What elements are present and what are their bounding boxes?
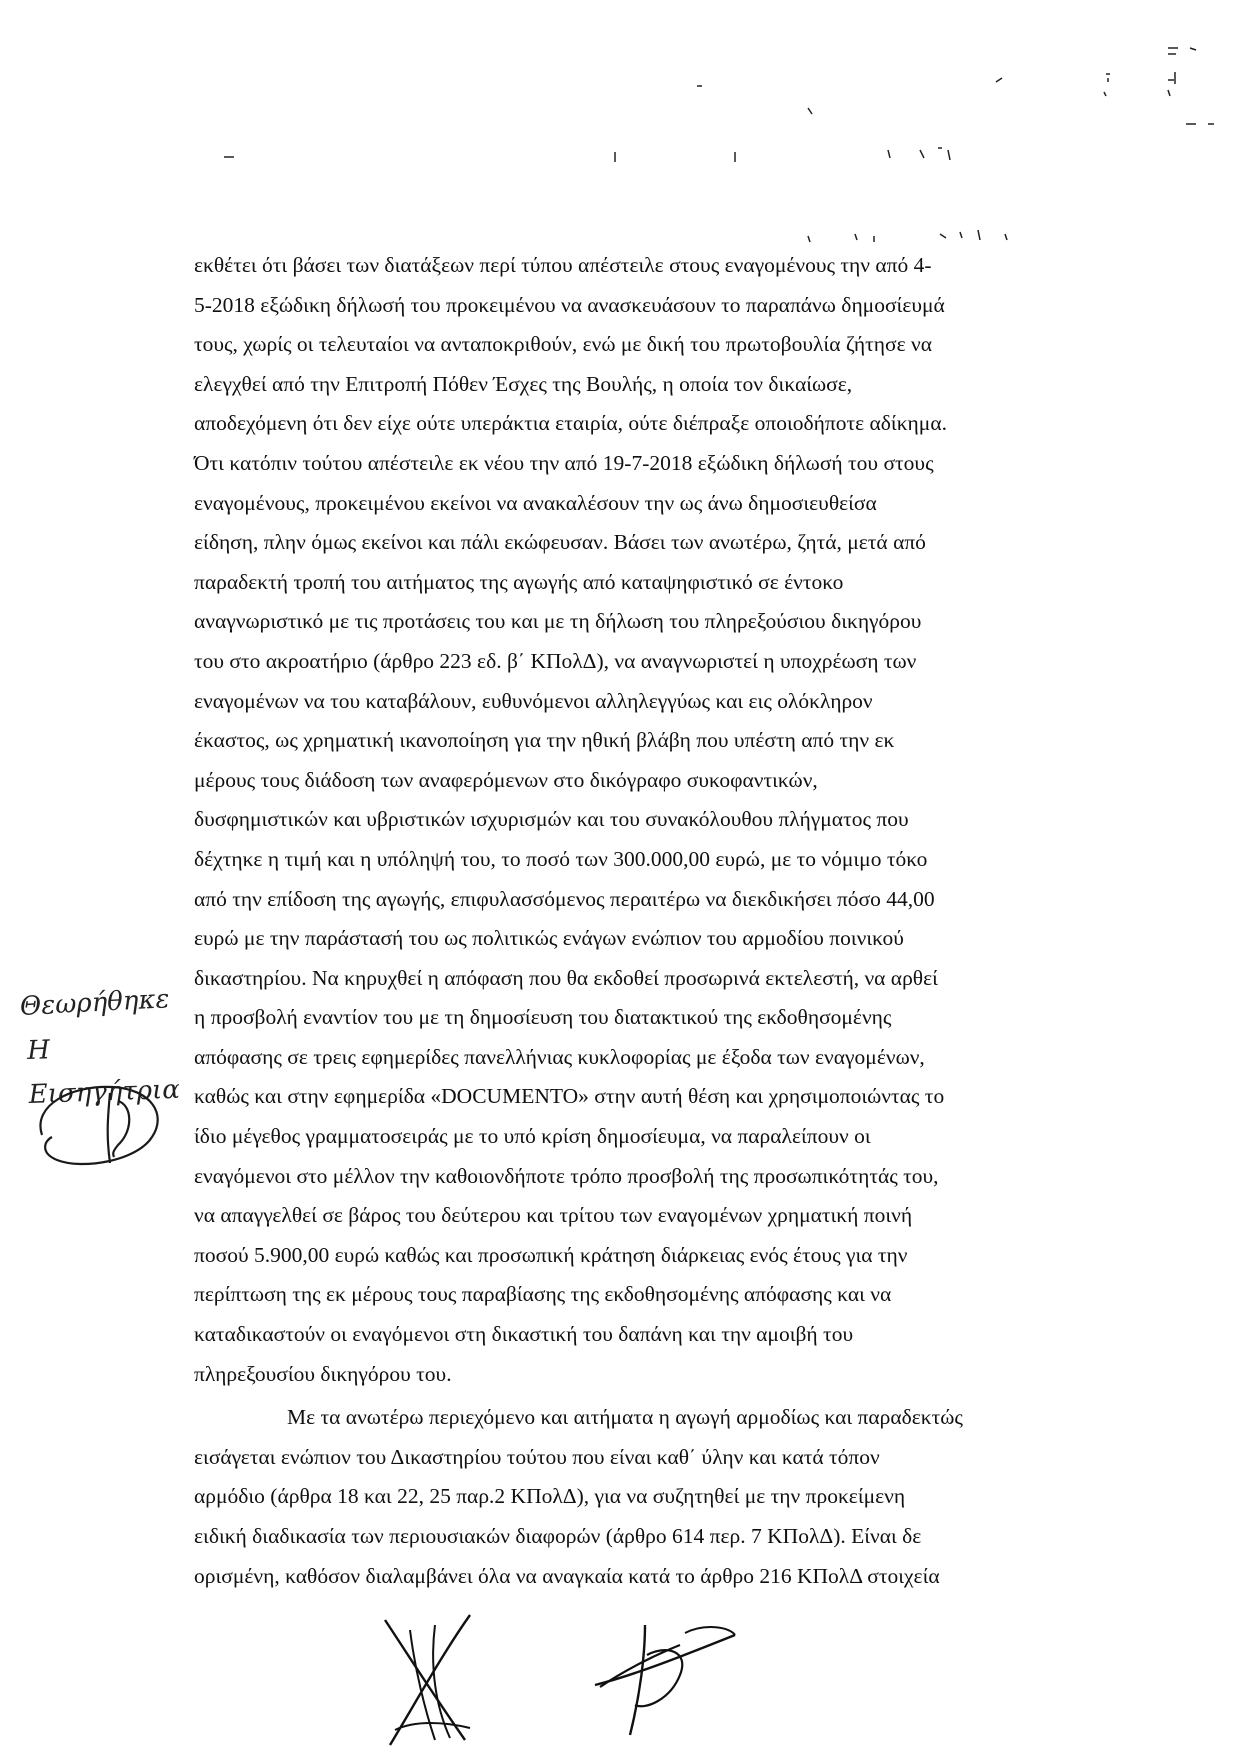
text-line: είδηση, πλην όμως εκείνοι και πάλι εκώφευσαν. Βάσει των ανωτέρω, ζητά, μετά από — [194, 530, 926, 555]
annotation-seen: Θεωρήθηκε — [19, 984, 171, 1022]
text-line: περίπτωση της εκ μέρους τους παραβίασης της εκδοθησομένης απόφασης και να — [194, 1282, 892, 1307]
document-body — [194, 246, 1012, 1596]
signature-judge-2 — [585, 1615, 745, 1745]
text-line: η προσβολή εναντίον του με τη δημοσίευση του διατακτικού της εκδοθησομένης — [194, 1005, 892, 1030]
text-line: αναγνωριστικό με τις προτάσεις του και με τη δήλωση του πληρεξούσιου δικηγόρου — [194, 609, 922, 634]
text-line: έκαστος, ως χρηματική ικανοποίηση για την ηθική βλάβη που υπέστη από την εκ — [194, 728, 895, 753]
text-line: από την επίδοση της αγωγής, επιφυλασσόμενος περαιτέρω να διεκδικήσει πόσο 44,00 — [194, 886, 935, 911]
text-line: μέρους τους διάδοση των αναφερόμενων στο δικόγραφο συκοφαντικών, — [194, 767, 818, 792]
text-line: ποσού 5.900,00 ευρώ καθώς και προσωπική κράτηση διάρκειας ενός έτους για την — [194, 1242, 908, 1267]
text-line: απόφασης σε τρεις εφημερίδες πανελλήνιας κυκλοφορίας με έξοδα των εναγομένων, — [194, 1044, 925, 1069]
text-line: αρμόδιο (άρθρα 18 και 22, 25 παρ.2 ΚΠολΔ), για να συζητηθεί με την προκείμενη — [194, 1484, 906, 1509]
text-line: Με τα ανωτέρω περιεχόμενο και αιτήματα η αγωγή αρμοδίως και παραδεκτώς — [287, 1405, 963, 1430]
text-line: ευρώ με την παράστασή του ως πολιτικώς ενάγων ενώπιον του αρμοδίου ποινικού — [194, 926, 904, 951]
text-line: ορισμένη, καθόσον διαλαμβάνει όλα να αναγκαία κατά το άρθρο 216 ΚΠολΔ στοιχεία — [194, 1563, 940, 1588]
annotation-rapporteur: Η Εισηγήτρια — [26, 1035, 181, 1110]
text-line: να απαγγελθεί σε βάρος του δεύτερου και τρίτου των εναγομένων χρηματική ποινή — [194, 1203, 913, 1228]
text-line: εκθέτει ότι βάσει των διατάξεων περί τύπου απέστειλε στους εναγομένους την από 4- — [194, 253, 932, 277]
text-line: καθώς και στην εφημερίδα «DOCUMENTO» στην αυτή θέση και χρησιμοποιώντας το — [194, 1084, 945, 1109]
text-line: δέχτηκε η τιμή και η υπόληψή του, το ποσό των 300.000,00 ευρώ, με το νόμιμο τόκο — [194, 846, 928, 871]
scan-specks — [0, 0, 1240, 260]
signature-judge-1 — [375, 1610, 485, 1750]
text-line: ίδιο μέγεθος γραμματοσειράς με το υπό κρίση δημοσίευμα, να παραλείπουν οι — [194, 1124, 871, 1149]
text-line: εισάγεται ενώπιον του Δικαστηρίου τούτου που είναι καθ΄ ύλην και κατά τόπον — [194, 1444, 880, 1469]
text-line: του στο ακροατήριο (άρθρο 223 εδ. β΄ ΚΠολΔ), να αναγνωριστεί η υποχρέωση των — [194, 648, 917, 673]
text-line: αποδεχόμενη ότι δεν είχε ούτε υπεράκτια εταιρία, ούτε διέπραξε οποιοδήποτε αδίκημα. — [194, 411, 947, 436]
text-line: 5-2018 εξώδικη δήλωσή του προκειμένου να ανασκευάσουν το παραπάνω δημοσίευμά — [194, 292, 945, 317]
text-line: δυσφημιστικών και υβριστικών ισχυρισμών και του συνακόλουθου πλήγματος που — [194, 807, 909, 832]
text-line: καταδικαστούν οι εναγόμενοι στη δικαστική του δαπάνη και την αμοιβή του — [194, 1322, 854, 1347]
text-line: ειδική διαδικασία των περιουσιακών διαφορών (άρθρο 614 περ. 7 ΚΠολΔ). Είναι δε — [194, 1524, 922, 1548]
paragraph-claims — [194, 246, 1012, 1394]
text-line: δικαστηρίου. Να κηρυχθεί η απόφαση που θα εκδοθεί προσωρινά εκτελεστή, να αρθεί — [194, 965, 938, 990]
text-line: Ότι κατόπιν τούτου απέστειλε εκ νέου την από 19-7-2018 εξώδικη δήλωσή του στους — [194, 450, 934, 475]
paragraph-admissibility — [194, 1398, 1012, 1596]
text-line: εναγομένους, προκειμένου εκείνοι να ανακαλέσουν την ως άνω δημοσιευθείσα — [194, 490, 877, 515]
text-line: πληρεξουσίου δικηγόρου του. — [194, 1361, 452, 1386]
text-line: εναγομένων να του καταβάλουν, ευθυνόμενοι αλληλεγγύως και εις ολόκληρον — [194, 688, 873, 713]
text-line: παραδεκτή τροπή του αιτήματος της αγωγής από καταψηφιστικό σε έντοκο — [194, 569, 844, 594]
text-line: ελεγχθεί από την Επιτροπή Πόθεν Έσχες της Βουλής, η οποία τον δικαίωσε, — [194, 371, 853, 396]
rapporteur-signature — [22, 1075, 172, 1175]
text-line: τους, χωρίς οι τελευταίοι να ανταποκριθούν, ενώ με δική του πρωτοβουλία ζήτησε να — [194, 332, 933, 357]
text-line: εναγόμενοι στο μέλλον την καθοιονδήποτε τρόπο προσβολή της προσωπικότητάς του, — [194, 1163, 939, 1188]
